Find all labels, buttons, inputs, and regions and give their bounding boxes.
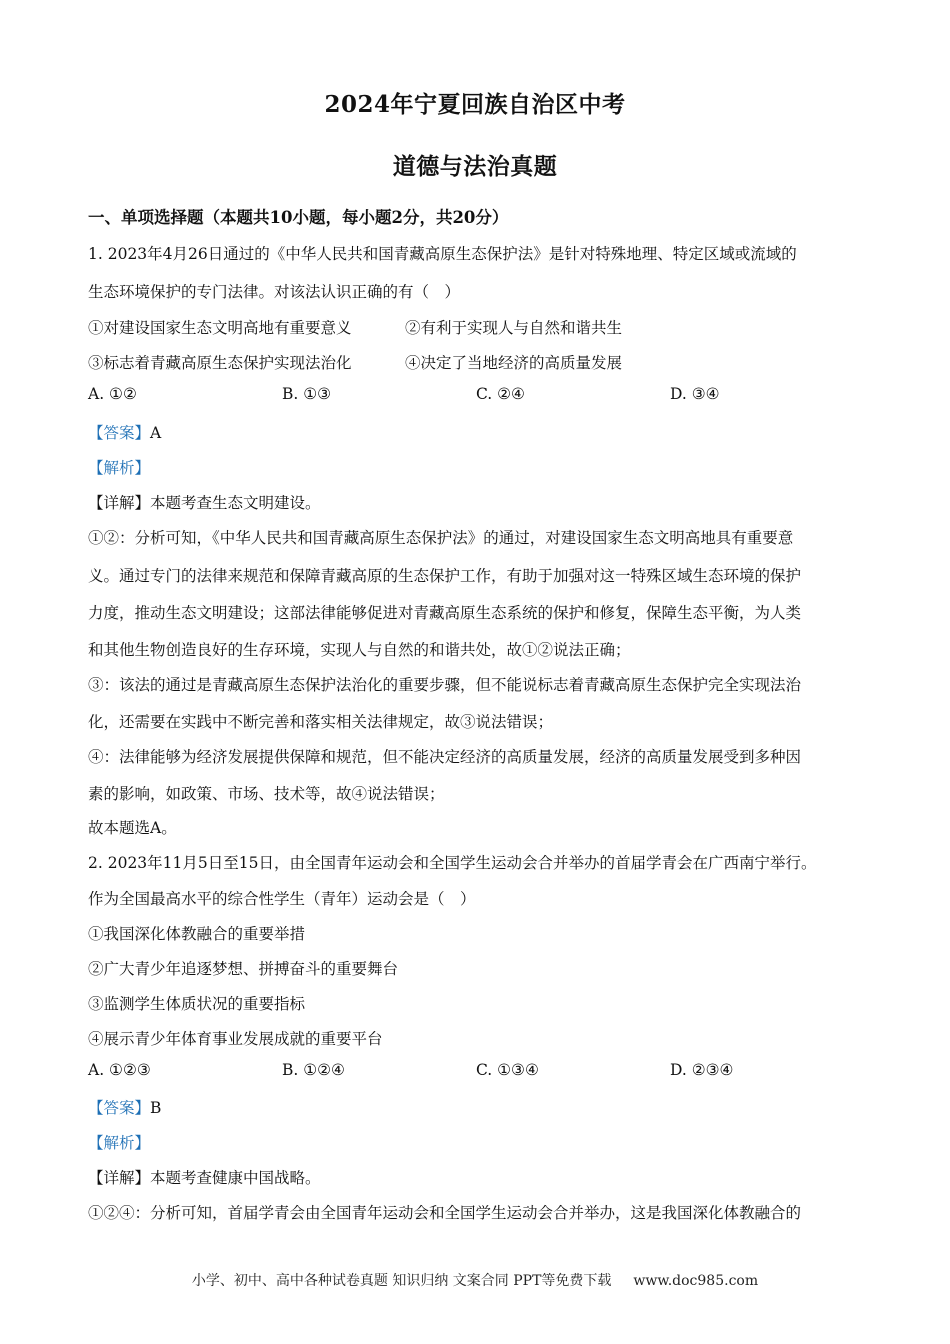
detail-text: 本题考查健康中国战略。 <box>150 1169 321 1187</box>
detail-tag: 【详解】 <box>88 1169 151 1187</box>
q1-explain-line7: ④：法律能够为经济发展提供保障和规范，但不能决定经济的高质量发展，经济的高质量发展受到多种因 <box>88 748 802 766</box>
q2-statement-3: ③监测学生体质状况的重要指标 <box>88 995 306 1013</box>
footer-text: 小学、初中、高中各种试卷真题 知识归纳 文案合同 PPT等免费下载 <box>191 1273 612 1289</box>
q1-statement-2: ②有利于实现人与自然和谐共生 <box>405 319 623 337</box>
answer-tag: 【答案】 <box>88 424 151 442</box>
q2-analysis-tag <box>88 1131 150 1153</box>
analysis-tag: 【解析】 <box>88 459 151 477</box>
q1-statement-1: ①对建设国家生态文明高地有重要意义 <box>88 319 352 337</box>
q1-statement-4: ④决定了当地经济的高质量发展 <box>405 354 623 372</box>
q1-explain-line3: 力度，推动生态文明建设；这部法律能够促进对青藏高原生态系统的保护和修复，保障生态平衡，为人类 <box>88 604 802 622</box>
q2-explain-line1: ①②④：分析可知，首届学青会由全国青年运动会和全国学生运动会合并举办，这是我国深化体教融合的 <box>88 1204 802 1222</box>
q2-statement-4: ④展示青少年体育事业发展成就的重要平台 <box>88 1030 383 1048</box>
detail-tag: 【详解】 <box>88 494 151 512</box>
answer-tag: 【答案】 <box>88 1099 151 1117</box>
q2-statement-2: ②广大青少年追逐梦想、拼搏奋斗的重要舞台 <box>88 960 399 978</box>
q1-explain-line5: ③：该法的通过是青藏高原生态保护法治化的重要步骤，但不能说标志着青藏高原生态保护完全实现法治 <box>88 676 802 694</box>
q2-option-a: A. ①②③ <box>88 1061 151 1079</box>
page-footer <box>0 1270 950 1290</box>
doc-title: 2024年宁夏回族自治区中考 <box>324 91 626 118</box>
answer-value: A <box>150 424 162 442</box>
q1-statement-3: ③标志着青藏高原生态保护实现法治化 <box>88 354 352 372</box>
q2-option-d: D. ②③④ <box>670 1061 734 1079</box>
doc-subtitle: 道德与法治真题 <box>392 153 558 180</box>
q1-option-b: B. ①③ <box>282 385 332 403</box>
q2-option-c: C. ①③④ <box>476 1061 539 1079</box>
q1-option-d: D. ③④ <box>670 385 720 403</box>
q2-detail <box>88 1166 321 1188</box>
section-heading: 一、单项选择题（本题共10小题，每小题2分，共20分） <box>88 208 509 227</box>
q2-stem-line1: 2. 2023年11月5日至15日，由全国青年运动会和全国学生运动会合并举办的首届学青会在广西南宁举行。 <box>88 854 817 872</box>
q2-stem-line2: 作为全国最高水平的综合性学生（青年）运动会是（ ） <box>88 890 476 908</box>
detail-text: 本题考查生态文明建设。 <box>150 494 321 512</box>
q1-stem-line1: 1. 2023年4月26日通过的《中华人民共和国青藏高原生态保护法》是针对特殊地理、特定区域或流域的 <box>88 245 797 263</box>
q2-answer <box>88 1096 161 1118</box>
q1-detail <box>88 491 321 513</box>
q1-explain-line8: 素的影响，如政策、市场、技术等，故④说法错误； <box>88 785 445 803</box>
q1-conclusion: 故本题选A。 <box>88 819 177 837</box>
q1-explain-line4: 和其他生物创造良好的生存环境，实现人与自然的和谐共处，故①②说法正确； <box>88 641 631 659</box>
answer-value: B <box>150 1099 162 1117</box>
q1-answer <box>88 421 161 443</box>
q1-option-a: A. ①② <box>88 385 137 403</box>
q2-statement-1: ①我国深化体教融合的重要举措 <box>88 925 306 943</box>
q1-analysis-tag <box>88 456 150 478</box>
q1-explain-line2: 义。通过专门的法律来规范和保障青藏高原的生态保护工作，有助于加强对这一特殊区域生态环境的保护 <box>88 567 802 585</box>
q1-option-c: C. ②④ <box>476 385 525 403</box>
analysis-tag: 【解析】 <box>88 1134 151 1152</box>
q1-explain-line6: 化，还需要在实践中不断完善和落实相关法律规定，故③说法错误； <box>88 713 554 731</box>
q1-stem-line2: 生态环境保护的专门法律。对该法认识正确的有（ ） <box>88 283 461 301</box>
q2-option-b: B. ①②④ <box>282 1061 345 1079</box>
q1-explain-line1: ①②：分析可知，《中华人民共和国青藏高原生态保护法》的通过，对建设国家生态文明高地具有重要意 <box>88 529 794 547</box>
footer-url[interactable]: www.doc985.com <box>633 1273 759 1289</box>
